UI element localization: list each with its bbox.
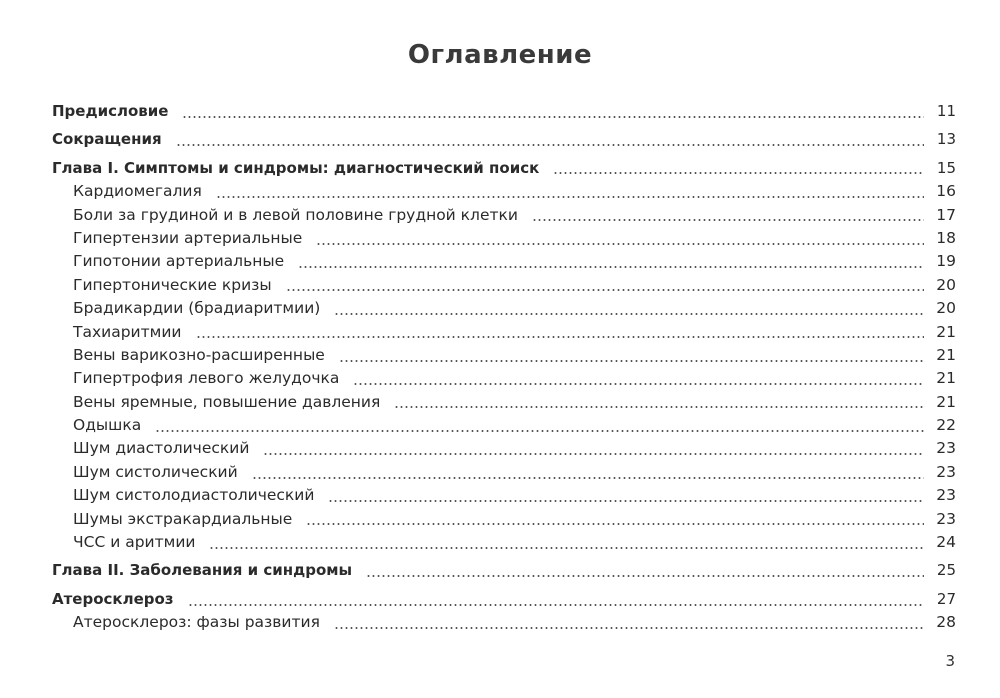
toc-entry[interactable] <box>52 128 956 151</box>
toc-entry-label: Гипертензии артериальные <box>73 228 303 247</box>
toc-entry[interactable] <box>52 414 956 437</box>
toc-entry-label: Вены варикозно-расширенные <box>73 345 325 364</box>
toc-entry[interactable] <box>52 461 956 484</box>
dot-leader <box>532 219 924 221</box>
toc-entry-label: ЧСС и аритмии <box>73 533 196 552</box>
toc-entry-page: 21 <box>936 369 956 388</box>
toc-entry[interactable] <box>52 391 956 414</box>
dot-leader <box>366 575 924 577</box>
toc-entry[interactable] <box>52 100 956 123</box>
page-number: 3 <box>945 652 955 670</box>
toc-entry[interactable] <box>52 559 956 582</box>
toc-entry-label: Атеросклероз: фазы развития <box>73 613 320 632</box>
toc-entry-page: 16 <box>936 182 956 201</box>
toc-entry-label: Глава II. Заболевания и синдромы <box>52 561 353 580</box>
dot-leader <box>188 604 924 606</box>
toc-entry-label: Кардиомегалия <box>73 182 202 201</box>
toc-entry-page: 22 <box>936 416 956 435</box>
dot-leader <box>263 453 924 455</box>
toc-entry-page: 15 <box>936 158 956 177</box>
toc-entry-label: Глава I. Симптомы и синдромы: диагностический поиск <box>52 158 540 177</box>
toc-entry-page: 24 <box>936 533 956 552</box>
dot-leader <box>182 116 924 118</box>
toc-entry-page: 23 <box>936 462 956 481</box>
dot-leader <box>252 477 924 479</box>
toc-entry-label: Гипертонические кризы <box>73 275 272 294</box>
toc-entry-page: 13 <box>936 130 956 149</box>
toc-entry-label: Одышка <box>73 416 142 435</box>
toc-entry[interactable] <box>52 344 956 367</box>
toc-entry[interactable] <box>52 531 956 554</box>
toc-entry-page: 21 <box>936 392 956 411</box>
table-of-contents <box>52 100 956 635</box>
toc-entry[interactable] <box>52 204 956 227</box>
dot-leader <box>216 196 924 198</box>
toc-entry-label: Гипертрофия левого желудочка <box>73 369 340 388</box>
toc-entry-label: Атеросклероз <box>52 589 174 608</box>
dot-leader <box>328 500 924 502</box>
toc-entry[interactable] <box>52 180 956 203</box>
dot-leader <box>353 383 924 385</box>
toc-entry-page: 23 <box>936 439 956 458</box>
page-title: Оглавление <box>407 40 593 70</box>
toc-entry-label: Шум диастолический <box>73 439 250 458</box>
toc-entry-page: 21 <box>936 345 956 364</box>
toc-entry-page: 23 <box>936 486 956 505</box>
toc-entry-label: Предисловие <box>52 102 169 120</box>
toc-entry-label: Шумы экстракардиальные <box>73 509 293 528</box>
toc-entry[interactable] <box>52 297 956 320</box>
toc-entry-page: 17 <box>936 205 956 224</box>
toc-entry-page: 27 <box>936 589 956 608</box>
dot-leader <box>394 406 924 408</box>
toc-entry-label: Брадикардии (брадиаритмии) <box>73 299 321 318</box>
toc-entry-label: Шум систолический <box>73 462 238 481</box>
toc-entry-label: Боли за грудиной и в левой половине грудной клетки <box>73 205 518 224</box>
dot-leader <box>339 360 924 362</box>
dot-leader <box>334 313 924 315</box>
dot-leader <box>286 289 924 291</box>
toc-entry-label: Шум систолодиастолический <box>73 486 315 505</box>
toc-entry-page: 23 <box>936 509 956 528</box>
dot-leader <box>306 523 924 525</box>
toc-entry[interactable] <box>52 157 956 180</box>
toc-entry-label: Сокращения <box>52 130 162 149</box>
toc-entry[interactable] <box>52 611 956 634</box>
toc-entry[interactable] <box>52 508 956 531</box>
toc-entry-page: 28 <box>936 613 956 632</box>
toc-entry[interactable] <box>52 321 956 344</box>
toc-entry-page: 25 <box>936 561 956 580</box>
toc-entry-page: 18 <box>936 228 956 247</box>
toc-entry-label: Тахиаритмии <box>73 322 182 341</box>
dot-leader <box>298 266 924 268</box>
dot-leader <box>176 144 924 146</box>
toc-entry[interactable] <box>52 274 956 297</box>
toc-entry[interactable] <box>52 484 956 507</box>
toc-entry-page: 20 <box>936 275 956 294</box>
dot-leader <box>155 430 924 432</box>
toc-entry-page: 19 <box>936 252 956 271</box>
toc-entry[interactable] <box>52 227 956 250</box>
toc-entry-label: Вены яремные, повышение давления <box>73 392 381 411</box>
toc-entry-label: Гипотонии артериальные <box>73 252 285 271</box>
dot-leader <box>196 336 925 338</box>
toc-entry[interactable] <box>52 367 956 390</box>
toc-entry[interactable] <box>52 437 956 460</box>
toc-entry-page: 21 <box>936 322 956 341</box>
dot-leader <box>553 172 924 174</box>
dot-leader <box>334 627 924 629</box>
toc-entry-page: 11 <box>936 102 956 120</box>
dot-leader <box>316 243 924 245</box>
toc-entry[interactable] <box>52 250 956 273</box>
toc-entry-page: 20 <box>936 299 956 318</box>
toc-entry[interactable] <box>52 588 956 611</box>
dot-leader <box>209 547 924 549</box>
